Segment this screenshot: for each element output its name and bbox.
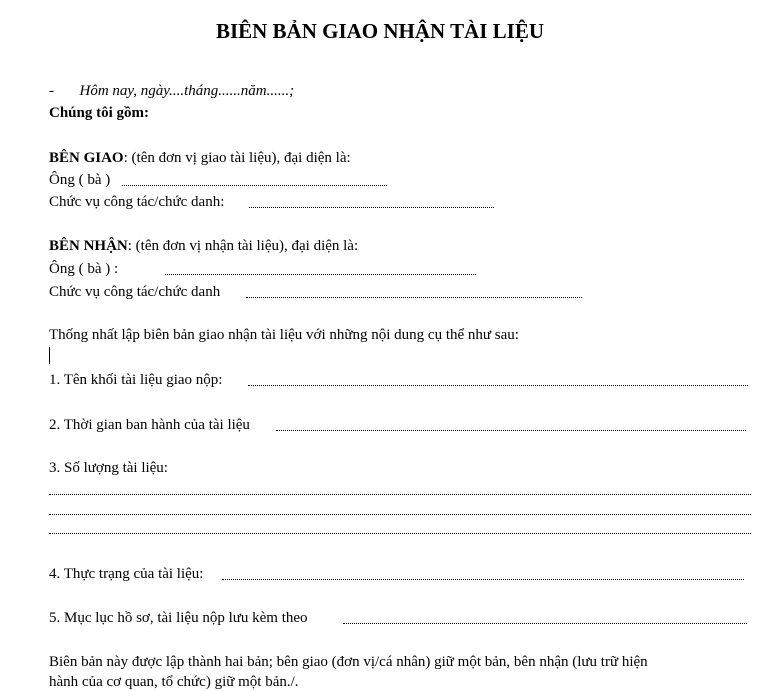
ben-giao-heading — [49, 149, 351, 167]
ben-giao-person-fill — [122, 185, 387, 186]
item-2-fill — [276, 430, 746, 431]
ben-nhan-position-label: Chức vụ công tác/chức danh — [49, 284, 221, 300]
item-5-fill — [343, 623, 747, 624]
ben-nhan-position-fill — [246, 297, 582, 298]
item-1-label: 1. Tên khối tài liệu giao nộp: — [49, 372, 223, 388]
intro-text: Chúng tôi gồm: — [49, 105, 150, 121]
item-2-label: 2. Thời gian ban hành của tài liệu — [49, 417, 250, 433]
agreement-text: Thống nhất lập biên bản giao nhận tài liệu với những nội dung cụ thể như sau: — [49, 327, 519, 343]
ben-giao-position-label: Chức vụ công tác/chức danh: — [49, 194, 225, 210]
document-title: BIÊN BẢN GIAO NHẬN TÀI LIỆU — [215, 19, 545, 43]
ben-nhan-heading — [49, 237, 358, 255]
date-text: Hôm nay, ngày....tháng......năm......; — [79, 83, 295, 99]
ben-giao-label: BÊN GIAO — [49, 150, 124, 166]
item-1-fill — [248, 385, 748, 386]
ben-nhan-person-line — [49, 260, 118, 278]
ben-nhan-desc: : (tên đơn vị nhận tài liệu), đại diện là: — [127, 238, 359, 254]
ben-giao-position-line — [49, 193, 224, 211]
ben-nhan-person-label: Ông ( bà ) : — [49, 261, 119, 277]
date-line — [49, 82, 294, 100]
item-3-fill-line-1 — [49, 494, 751, 495]
date-bullet: - — [49, 83, 54, 99]
closing-line-1: Biên bản này được lập thành hai bản; bên giao (đơn vị/cá nhân) giữ một bản, bên nhận (lưu trữ hiện — [49, 654, 648, 670]
ben-nhan-position-line — [49, 283, 220, 301]
ben-nhan-person-fill — [165, 274, 476, 275]
ben-giao-position-fill — [249, 207, 494, 208]
closing-line-2: hành của cơ quan, tổ chức) giữ một bản./. — [49, 674, 299, 690]
item-3-fill-line-3 — [49, 533, 751, 534]
ben-giao-person-label: Ông ( bà ) — [49, 172, 111, 188]
ben-giao-person-line — [49, 171, 110, 189]
item-3-label: 3. Số lượng tài liệu: — [49, 460, 168, 476]
item-3-fill-line-2 — [49, 514, 751, 515]
item-4-label: 4. Thực trạng của tài liệu: — [49, 566, 204, 582]
item-4-fill — [222, 579, 744, 580]
item-5-label: 5. Mục lục hồ sơ, tài liệu nộp lưu kèm theo — [49, 610, 308, 626]
text-cursor — [49, 347, 50, 364]
ben-giao-desc: : (tên đơn vị giao tài liệu), đại diện là: — [123, 150, 351, 166]
ben-nhan-label: BÊN NHẬN — [49, 238, 128, 254]
